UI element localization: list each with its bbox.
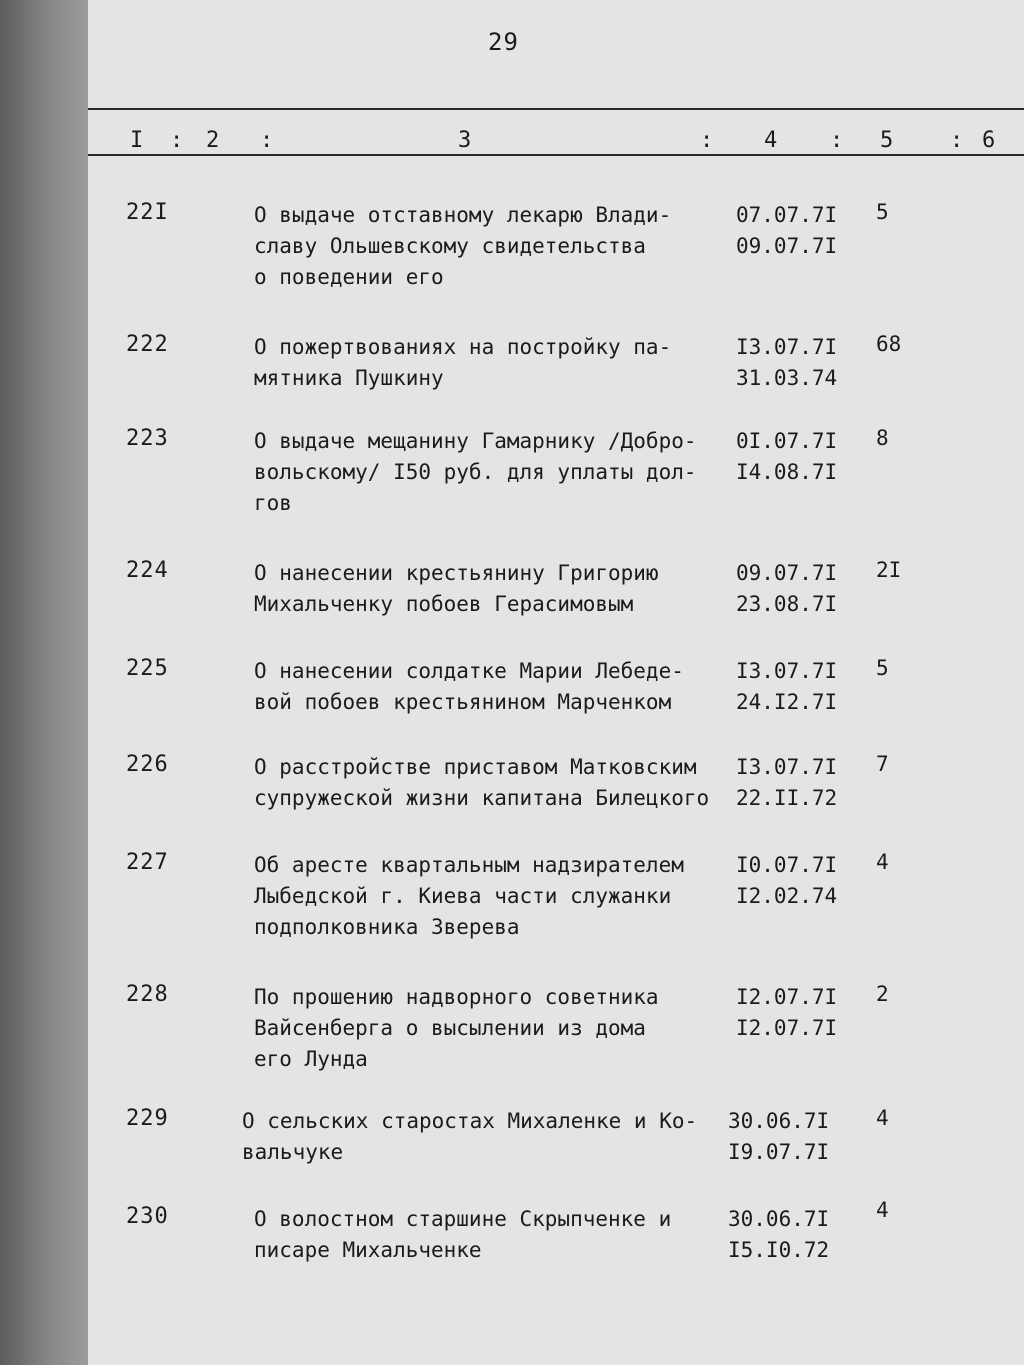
row-number: 223	[126, 426, 169, 451]
column-header-4: 4	[764, 128, 778, 153]
row-number: 230	[126, 1204, 169, 1229]
row-dates: I3.07.7I 31.03.74	[736, 335, 838, 390]
row-dates: I2.07.7I I2.07.7I	[736, 985, 838, 1040]
row-dates: 09.07.7I 23.08.7I	[736, 561, 838, 616]
row-dates: I0.07.7I I2.02.74	[736, 853, 838, 908]
row-sheet-count: 7	[876, 752, 889, 776]
row-sheet-count: 4	[876, 850, 889, 874]
row-description: О пожертвованиях на постройку па- мятника Пушкину	[254, 335, 672, 390]
row-description: О выдаче мещанину Гамарнику /Добро- вольскому/ I50 руб. для уплаты дол- гов	[254, 429, 697, 515]
row-description: О выдаче отставному лекарю Влади- славу Ольшевскому свидетельства о поведении его	[254, 203, 672, 289]
row-number: 229	[126, 1106, 169, 1131]
row-sheet-count: 2	[876, 982, 889, 1006]
row-number: 228	[126, 982, 169, 1007]
column-header-5: 5	[880, 128, 894, 153]
row-number: 227	[126, 850, 169, 875]
row-dates: I3.07.7I 24.I2.7I	[736, 659, 838, 714]
row-sheet-count: 4	[876, 1198, 889, 1222]
document-page	[88, 0, 1024, 1365]
row-dates: 07.07.7I 09.07.7I	[736, 203, 838, 258]
row-sheet-count: 2I	[876, 558, 902, 582]
row-number: 226	[126, 752, 169, 777]
row-dates: 30.06.7I I9.07.7I	[728, 1109, 830, 1164]
row-description: О нанесении крестьянину Григорию Михальченку побоев Герасимовым	[254, 561, 659, 616]
page-edge-shadow	[0, 0, 88, 1365]
column-separator: :	[830, 128, 844, 153]
column-header-3: 3	[458, 128, 472, 153]
row-description: Об аресте квартальным надзирателем Лыбедской г. Киева части служанки подполковника Зверева	[254, 853, 684, 939]
column-separator: :	[700, 128, 714, 153]
row-description: О сельских старостах Михаленке и Ко- вальчуке	[242, 1109, 698, 1164]
row-sheet-count: 68	[876, 332, 902, 356]
row-dates: I3.07.7I 22.II.72	[736, 755, 838, 810]
header-rule-bottom	[88, 154, 1024, 156]
column-header-1: I	[130, 128, 144, 153]
row-description: О нанесении солдатке Марии Лебеде- вой побоев крестьянином Марченком	[254, 659, 684, 714]
row-dates: 30.06.7I I5.I0.72	[728, 1207, 830, 1262]
column-header-6: 6	[982, 128, 996, 153]
row-dates: 0I.07.7I I4.08.7I	[736, 429, 838, 484]
column-header-2: 2	[206, 128, 220, 153]
row-number: 225	[126, 656, 169, 681]
column-separator: :	[950, 128, 964, 153]
row-sheet-count: 5	[876, 656, 889, 680]
row-sheet-count: 8	[876, 426, 889, 450]
row-number: 22I	[126, 200, 169, 225]
column-separator: :	[260, 128, 274, 153]
row-sheet-count: 5	[876, 200, 889, 224]
row-description: О волостном старшине Скрыпченке и писаре Михальченке	[254, 1207, 672, 1262]
row-description: По прошению надворного советника Вайсенберга о высылении из дома его Лунда	[254, 985, 659, 1071]
row-sheet-count: 4	[876, 1106, 889, 1130]
row-number: 224	[126, 558, 169, 583]
row-number: 222	[126, 332, 169, 357]
column-separator: :	[170, 128, 184, 153]
page-number: 29	[488, 28, 519, 56]
row-description: О расстройстве приставом Матковским супружеской жизни капитана Билецкого	[254, 755, 710, 810]
header-rule-top	[88, 108, 1024, 110]
